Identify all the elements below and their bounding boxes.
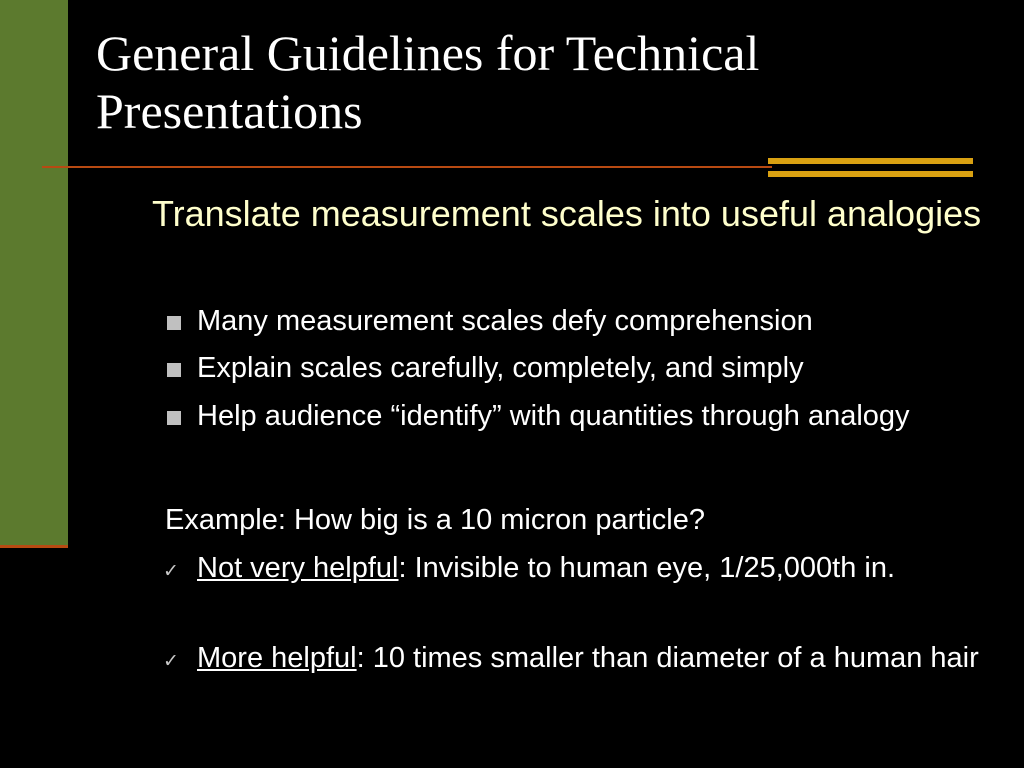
check-mark-icon: ✓ xyxy=(163,560,179,582)
slide-title: General Guidelines for Technical Presentations xyxy=(96,25,760,139)
check-item-1 xyxy=(197,550,997,586)
side-accent-bar-edge xyxy=(0,545,68,548)
check-mark-icon: ✓ xyxy=(163,650,179,672)
check-item-2-label: More helpful xyxy=(197,642,357,674)
gold-accent-bar-top xyxy=(768,158,973,164)
main-bullet-heading: Translate measurement scales into useful analogies xyxy=(152,193,982,234)
check-item-1-label: Not very helpful xyxy=(197,552,399,584)
check-item-2-text: : 10 times smaller than diameter of a human hair xyxy=(356,642,979,674)
bullet-item-2: Explain scales carefully, completely, and simply xyxy=(197,352,804,384)
title-divider xyxy=(42,166,772,168)
side-accent-bar xyxy=(0,0,68,545)
square-bullet-icon xyxy=(167,411,181,425)
bullet-item-3: Help audience “identify” with quantities through analogy xyxy=(197,400,910,432)
check-item-2 xyxy=(197,640,997,676)
gold-accent-bar-bottom xyxy=(768,171,973,177)
check-item-1-text: : Invisible to human eye, 1/25,000th in. xyxy=(398,552,896,584)
square-bullet-icon xyxy=(167,363,181,377)
square-bullet-icon xyxy=(167,316,181,330)
example-line: Example: How big is a 10 micron particle? xyxy=(165,504,705,536)
bullet-item-1: Many measurement scales defy comprehension xyxy=(197,305,813,337)
